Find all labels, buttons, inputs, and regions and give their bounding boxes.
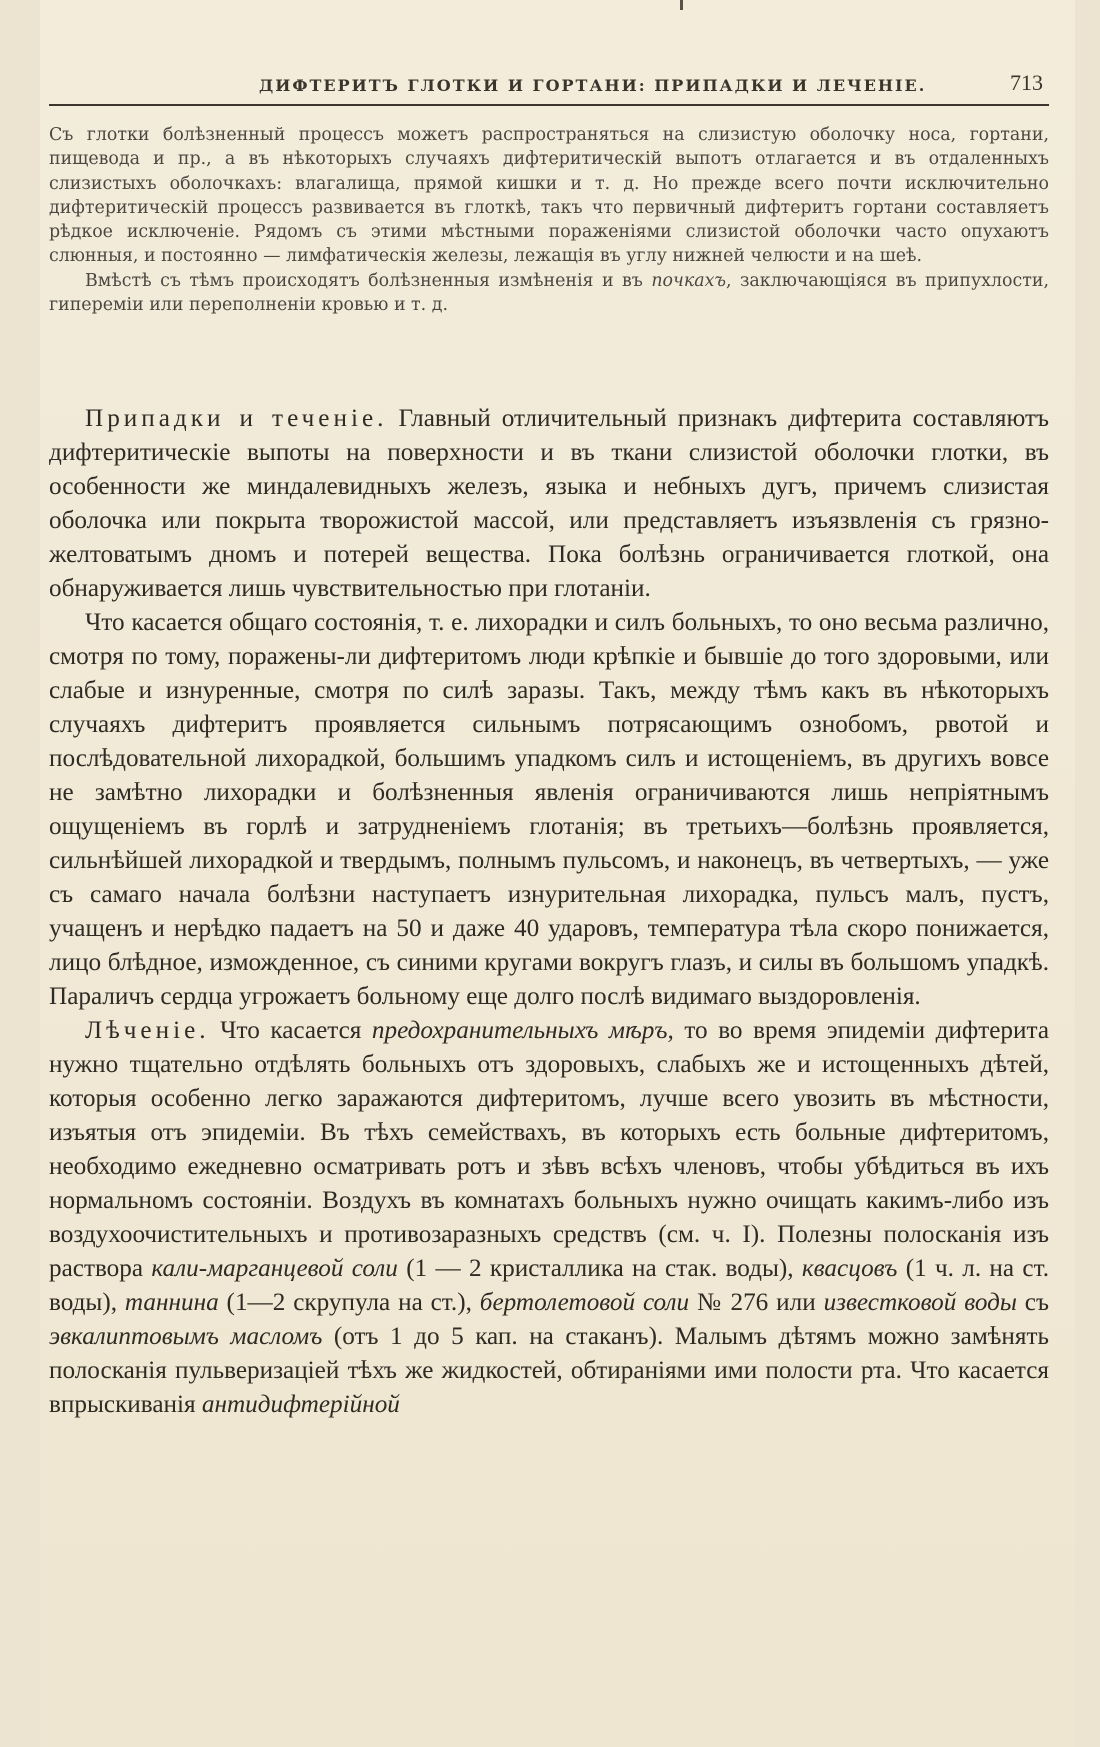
small-paragraph-2 — [49, 269, 1049, 318]
italic-term: таннина — [124, 1289, 219, 1316]
running-title: ДИФТЕРИТЪ ГЛОТКИ И ГОРТАНИ: ПРИПАДКИ И ЛЕЧЕНІЕ. — [259, 76, 927, 95]
small-paragraph-1: Съ глотки болѣзненный процессъ можетъ распространяться на слизистую оболочку носа, гортани, пищевода и пр., а въ нѣкоторыхъ случаяхъ дифтеритическій выпотъ отлагается и въ отдаленныхъ слизистыхъ оболочкахъ: влагалища, прямой кишки и т. д. Но прежде всего почти исключительно дифтеритическій процессъ развивается въ глоткѣ, такъ что первичный дифтеритъ гортани составляетъ рѣдкое исключеніе. Рядомъ съ этими мѣстными пораженіями слизистой оболочки часто опухаютъ слюнныя, и постоянно — лимфатическія железы, лежащія въ углу нижней челюсти и на шеѣ. — [49, 125, 1049, 267]
symptoms-paragraph-1 — [49, 402, 1049, 606]
page-number: 713 — [1010, 70, 1043, 95]
text-run: (1 — 2 кристаллика на стак. воды), — [397, 1255, 802, 1282]
italic-term: известковой воды — [823, 1289, 1017, 1316]
italic-term: антидифтерійной — [201, 1391, 400, 1418]
italic-term: предохранительныхъ мѣръ, — [371, 1017, 674, 1044]
section-heading-treatment: Лѣченіе. — [85, 1017, 210, 1044]
italic-term: квасцовъ — [801, 1255, 898, 1282]
italic-term: эвкалиптовымъ масломъ — [49, 1323, 323, 1350]
italic-term-kidneys: почкахъ — [651, 270, 726, 291]
text-run: (1 ч. л. на ст. воды), — [49, 1255, 1049, 1316]
top-edge-mark — [680, 0, 683, 10]
text-run: , заключающіяся въ припухлости, гипереміи или переполненіи кровью и т. д. — [49, 270, 1049, 316]
italic-term: кали-марганцевой соли — [151, 1255, 398, 1282]
text-run: Что касается — [209, 1017, 372, 1044]
book-page — [40, 0, 1075, 1747]
text-run: то во время эпидеміи дифтерита нужно тщательно отдѣлять больныхъ отъ здоровыхъ, слабыхъ же и истощенныхъ дѣтей, которыя особенно легко заражаются дифтеритомъ, лучше всего увозить въ мѣстности, изъятыя отъ эпидеміи. Въ тѣхъ семействахъ, въ которыхъ есть больные дифтеритомъ, необходимо ежедневно осматривать ротъ и зѣвъ всѣхъ членовъ, чтобы убѣдиться въ ихъ нормальномъ состояніи. Воздухъ въ комнатахъ больныхъ нужно очищать какимъ-либо изъ воздухоочистительныхъ и противозаразныхъ средствъ (см. ч. I). Полезны полосканія изъ раствора — [49, 1017, 1049, 1282]
treatment-paragraph — [49, 1014, 1049, 1422]
text-run: (1—2 скрупула на ст.), — [218, 1289, 480, 1316]
text-run: (отъ 1 до 5 кап. на стаканъ). Малымъ дѣтямъ можно замѣнять полосканія пульверизаціей тѣхъ же жидкостей, обтираніями ими полости рта. Что касается впрыскиванія — [49, 1323, 1049, 1418]
text-run: съ — [1016, 1289, 1049, 1316]
section-heading-symptoms: Припадки и теченіе. — [85, 405, 388, 432]
text-run: Главный отличительный признакъ дифтерита составляютъ дифтеритическіе выпоты на поверхности и въ ткани слизистой оболочки глотки, въ особенности же миндалевидныхъ железъ, языка и небныхъ дугъ, причемъ слизистая оболочка или покрыта творожистой массой, или представляетъ изъязвленія съ грязно-желтоватымъ дномъ и потерей вещества. Пока болѣзнь ограничивается глоткой, она обнаруживается лишь чувствительностью при глотаніи. — [49, 405, 1049, 602]
text-run: Вмѣстѣ съ тѣмъ происходятъ болѣзненныя измѣненія и въ — [85, 270, 652, 291]
italic-term: бертолетовой соли — [479, 1289, 690, 1316]
page-header — [49, 64, 1049, 106]
text-run: № 276 или — [689, 1289, 824, 1316]
small-print-section — [49, 123, 1049, 317]
symptoms-paragraph-2: Что касается общаго состоянія, т. е. лихорадки и силъ больныхъ, то оно весьма различно, смотря по тому, поражены-ли дифтеритомъ люди крѣпкіе и бывшіе до того здоровыми, или слабые и изнуренные, смотря по силѣ заразы. Такъ, между тѣмъ какъ въ нѣкоторыхъ случаяхъ дифтеритъ проявляется сильнымъ потрясающимъ ознобомъ, рвотой и послѣдовательной лихорадкой, большимъ упадкомъ силъ и истощеніемъ, въ другихъ вовсе не замѣтно лихорадки и болѣзненныя явленія ограничиваются лишь непріятнымъ ощущеніемъ въ горлѣ и затрудненіемъ глотанія; въ третьихъ—болѣзнь проявляется, сильнѣйшей лихорадкой и твердымъ, полнымъ пульсомъ, и наконецъ, въ четвертыхъ, — уже съ самаго начала болѣзни наступаетъ изнурительная лихорадка, пульсъ малъ, пустъ, учащенъ и нерѣдко падаетъ на 50 и даже 40 ударовъ, температура тѣла скоро понижается, лицо блѣдное, изможденное, съ синими кругами вокругъ глазъ, и силы въ большомъ упадкѣ. Параличъ сердца угрожаетъ больному еще долго послѣ видимаго выздоровленія. — [49, 609, 1049, 1010]
main-body-text — [49, 402, 1049, 1422]
